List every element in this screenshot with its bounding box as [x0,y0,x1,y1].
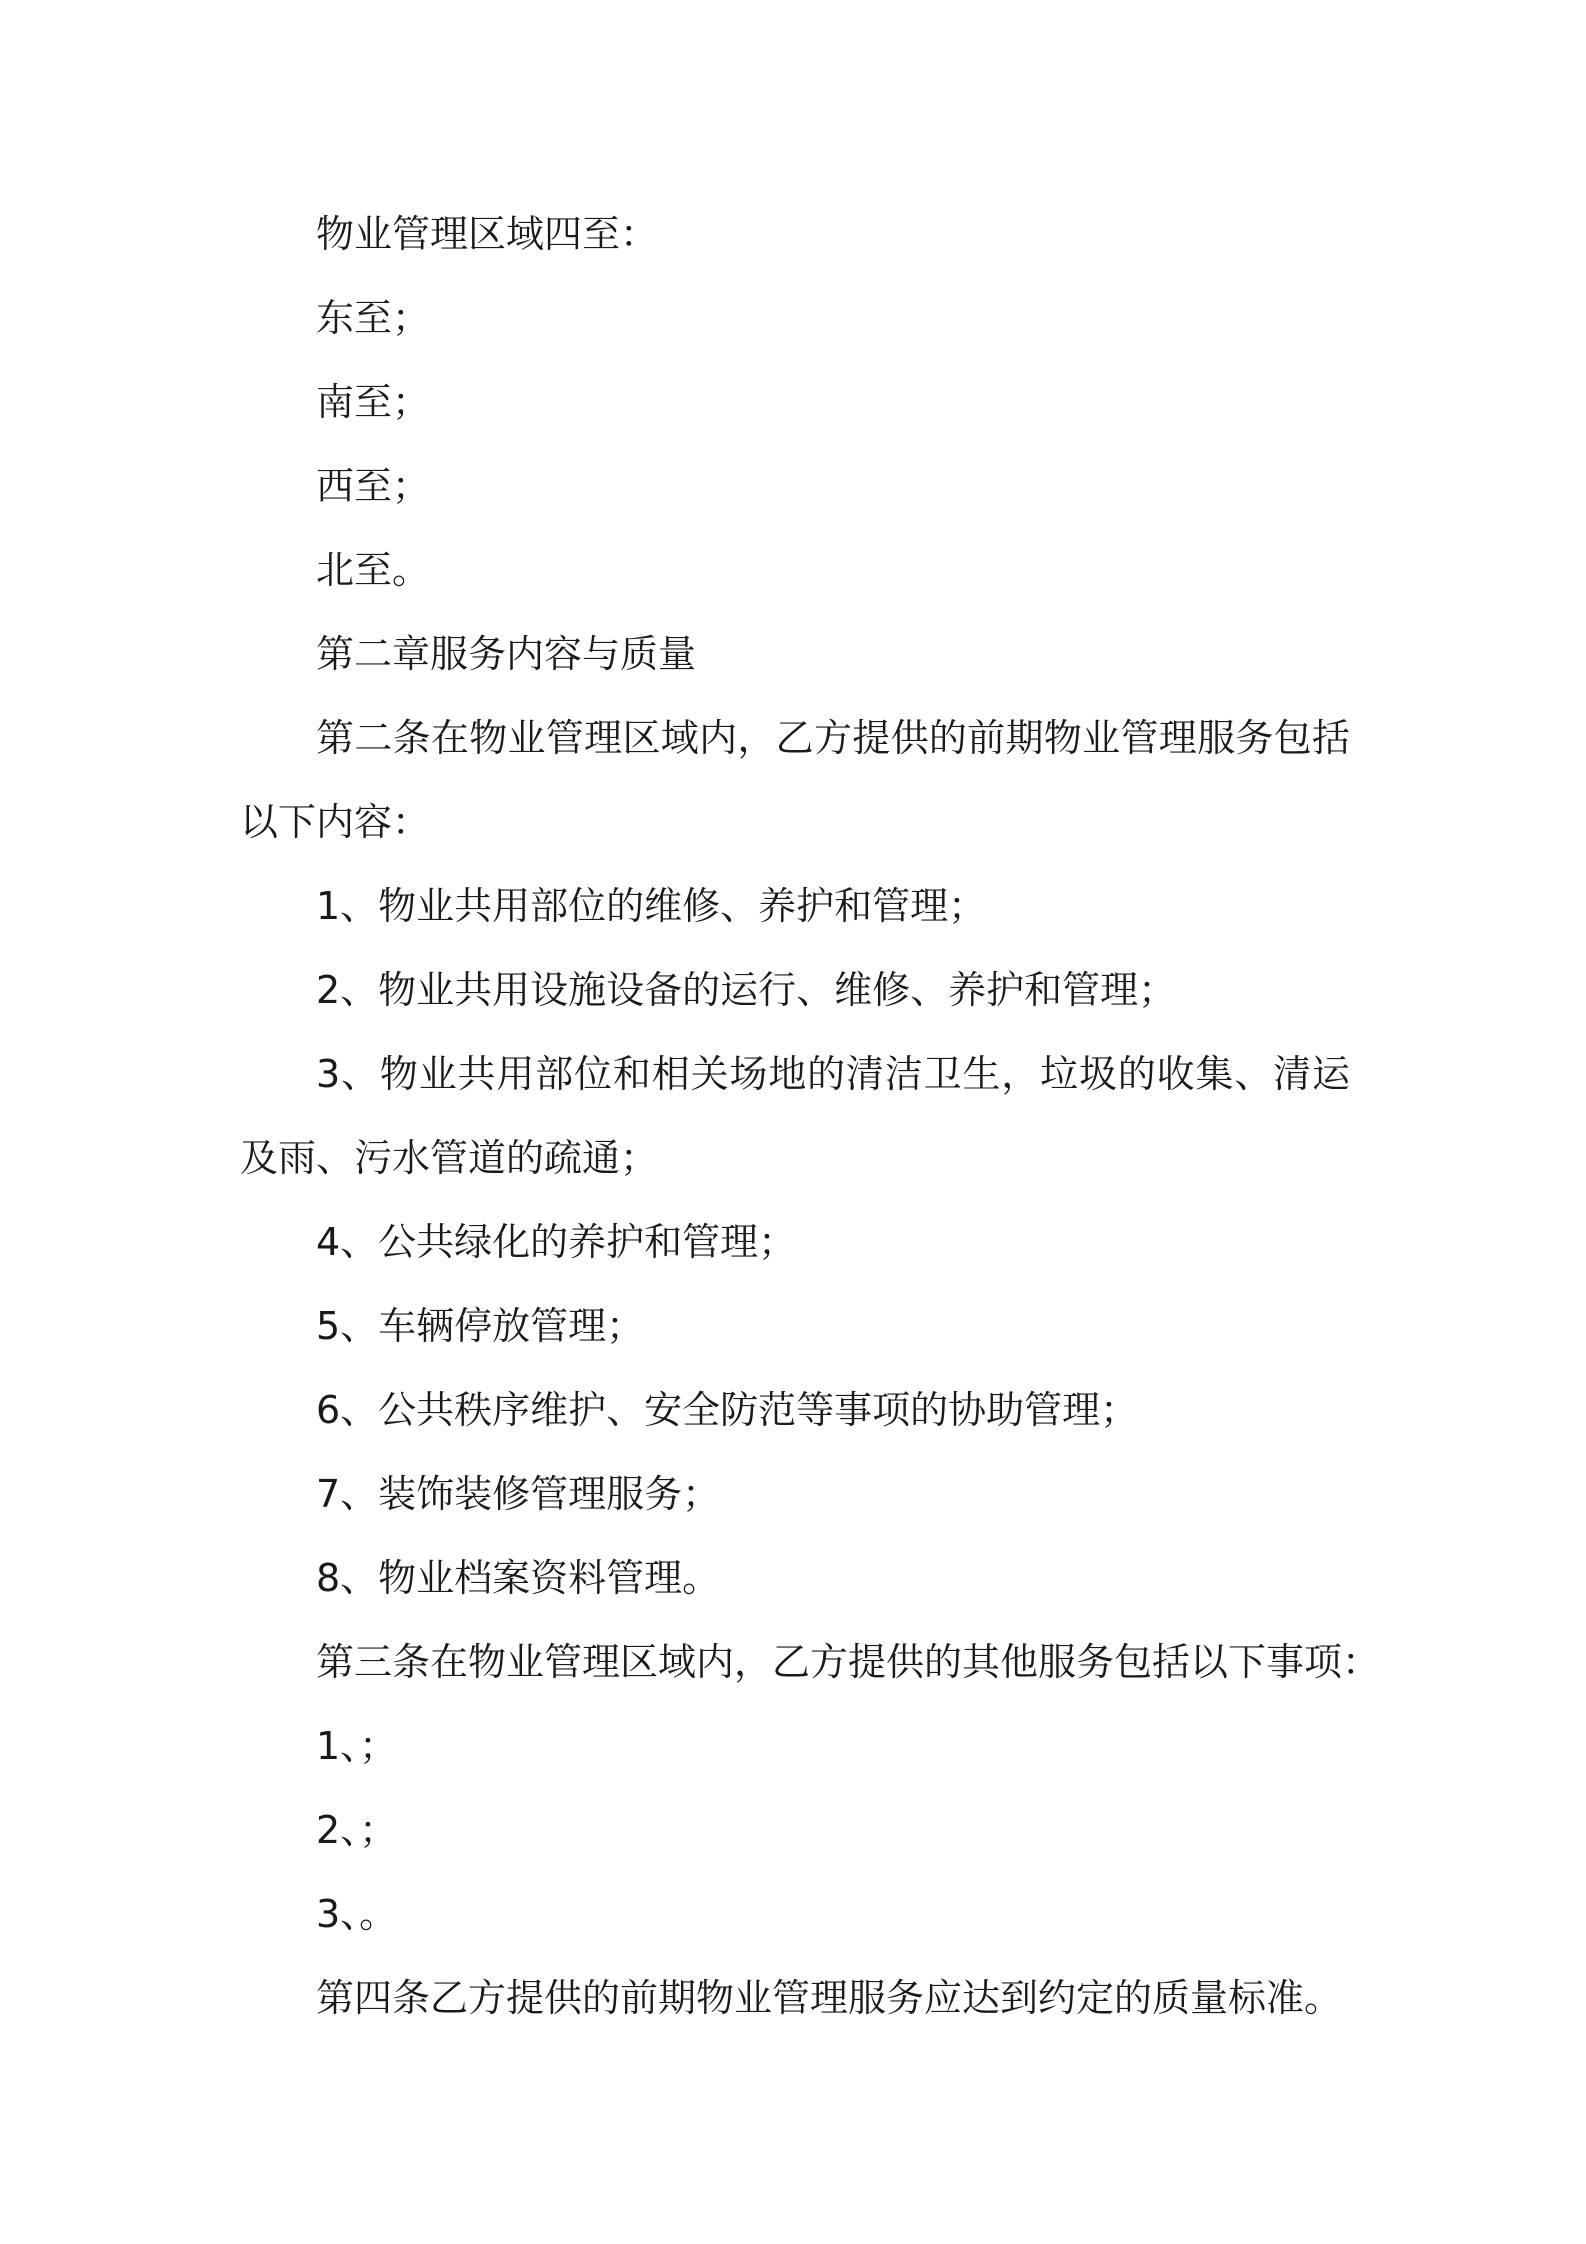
article-2-item: 1、物业共用部位的维修、养护和管理； [316,884,987,928]
boundary-north: 北至。 [316,548,431,592]
boundary-heading: 物业管理区域四至： [316,212,659,256]
document-body [240,192,1381,2040]
article-3-intro: 第三条在物业管理区域内，乙方提供的其他服务包括以下事项： [316,1640,1381,1684]
article-3-item: 1、； [316,1724,398,1768]
boundary-east: 东至； [316,296,431,340]
article-2-intro: 第二条在物业管理区域内，乙方提供的前期物业管理服务包括以下内容： [240,716,1350,844]
article-4: 第四条乙方提供的前期物业管理服务应达到约定的质量标准。 [316,1976,1343,2020]
article-3-item: 2、； [316,1808,398,1852]
article-2-item: 8、物业档案资料管理。 [316,1556,721,1600]
boundary-west: 西至； [316,464,431,508]
article-2-item: 5、车辆停放管理； [316,1304,645,1348]
article-2-item: 6、公共秩序维护、安全防范等事项的协助管理； [316,1388,1139,1432]
boundary-south: 南至； [316,380,431,424]
article-2-item: 3、物业共用部位和相关场地的清洁卫生，垃圾的收集、清运及雨、污水管道的疏通； [240,1052,1350,1180]
article-2-item: 2、物业共用设施设备的运行、维修、养护和管理； [316,968,1177,1012]
article-2-item: 4、公共绿化的养护和管理； [316,1220,797,1264]
article-3-item: 3、。 [316,1892,398,1936]
article-2-item: 7、装饰装修管理服务； [316,1472,721,1516]
chapter-heading: 第二章服务内容与质量 [316,632,697,676]
